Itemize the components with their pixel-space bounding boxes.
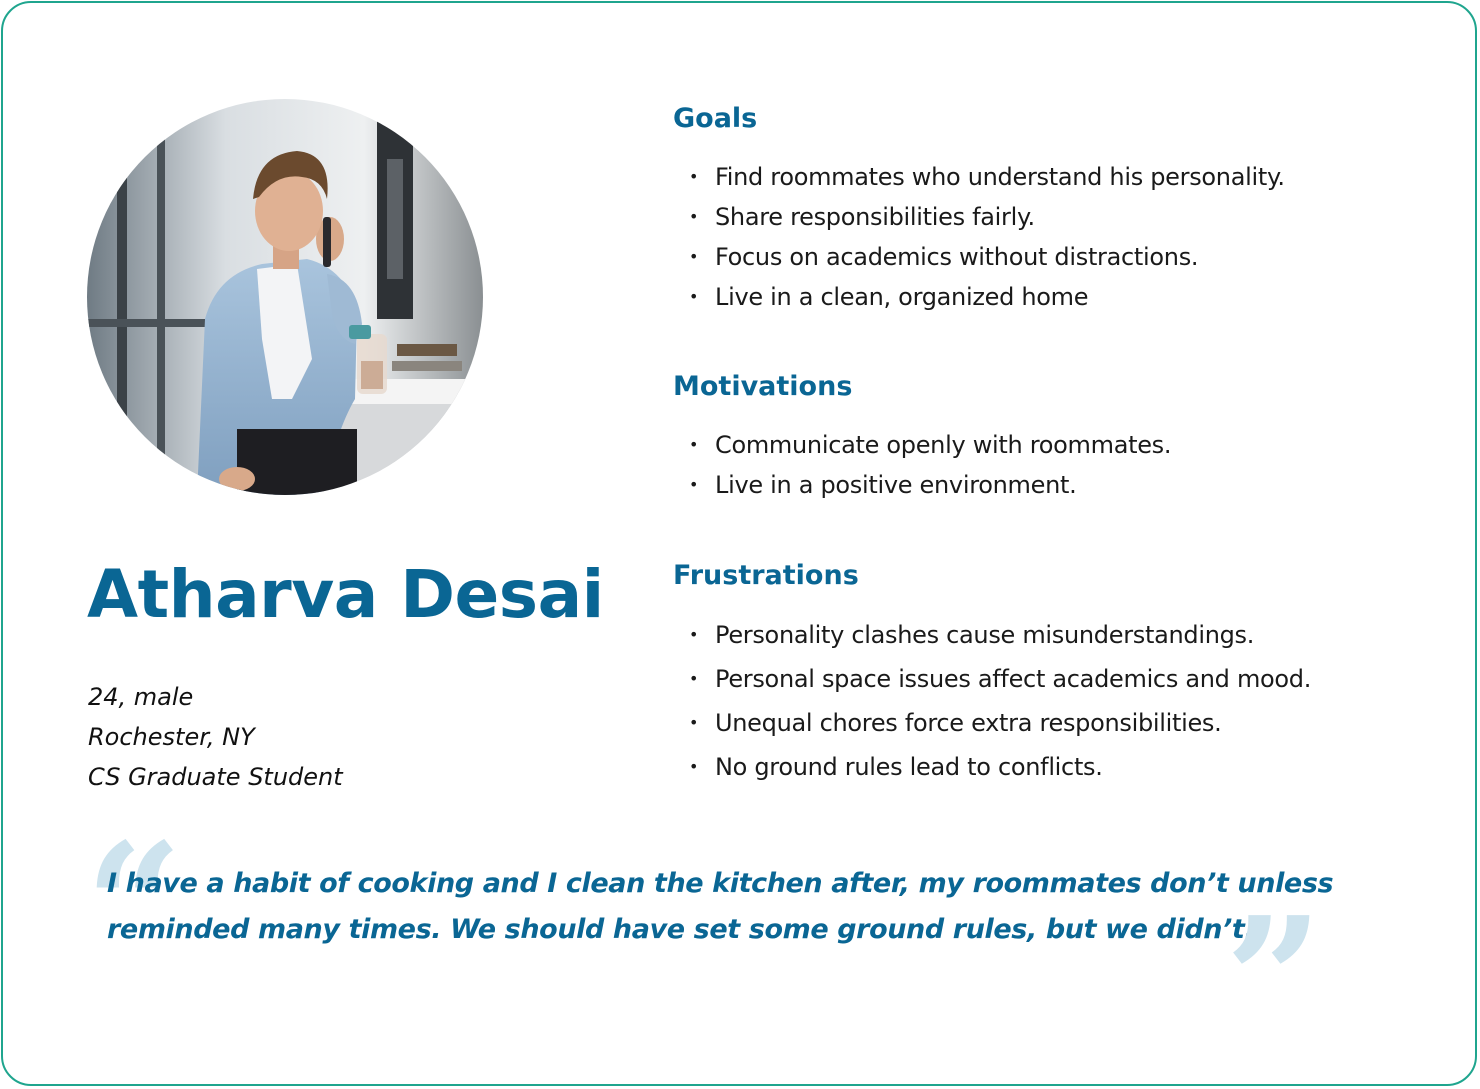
bullet-dot-icon: •: [689, 757, 699, 776]
bullet-dot-icon: •: [689, 167, 699, 186]
persona-details: [88, 677, 343, 797]
close-quote-icon: ”: [1225, 880, 1323, 1080]
profile-photo: [87, 99, 483, 495]
frustrations-list: [687, 613, 1311, 789]
bullet-dot-icon: •: [689, 247, 699, 266]
goals-heading: Goals: [673, 103, 758, 134]
bullet-dot-icon: •: [689, 625, 699, 644]
quote-line: reminded many times. We should have set some ground rules, but we didn’t.: [107, 914, 1255, 945]
list-item: • Unequal chores force extra responsibilities.: [687, 701, 1311, 745]
open-quote-icon: “: [85, 806, 183, 1006]
bullet-dot-icon: •: [689, 207, 699, 226]
bullet-dot-icon: •: [689, 435, 699, 454]
motivations-list: [687, 425, 1171, 505]
list-item: • Live in a clean, organized home: [687, 277, 1285, 317]
persona-name: Atharva Desai: [87, 556, 604, 633]
list-item: • Find roommates who understand his personality.: [687, 157, 1285, 197]
persona-location: Rochester, NY: [88, 723, 255, 751]
list-item: • Share responsibilities fairly.: [687, 197, 1285, 237]
list-item: • Personal space issues affect academics and mood.: [687, 657, 1311, 701]
bullet-dot-icon: •: [689, 287, 699, 306]
list-item: • Communicate openly with roommates.: [687, 425, 1171, 465]
persona-card: [1, 1, 1477, 1086]
bullet-dot-icon: •: [689, 669, 699, 688]
persona-age-gender: 24, male: [88, 683, 194, 711]
list-item: • Focus on academics without distractions.: [687, 237, 1285, 277]
list-item: • Personality clashes cause misunderstandings.: [687, 613, 1311, 657]
bullet-dot-icon: •: [689, 713, 699, 732]
quote-line: I have a habit of cooking and I clean the kitchen after, my roommates don’t unless: [107, 868, 1334, 899]
persona-occupation: CS Graduate Student: [88, 763, 343, 791]
persona-quote: [107, 861, 1407, 953]
motivations-heading: Motivations: [673, 371, 853, 402]
frustrations-heading: Frustrations: [673, 560, 859, 591]
list-item: • Live in a positive environment.: [687, 465, 1171, 505]
goals-list: [687, 157, 1285, 317]
list-item: • No ground rules lead to conflicts.: [687, 745, 1311, 789]
bullet-dot-icon: •: [689, 475, 699, 494]
